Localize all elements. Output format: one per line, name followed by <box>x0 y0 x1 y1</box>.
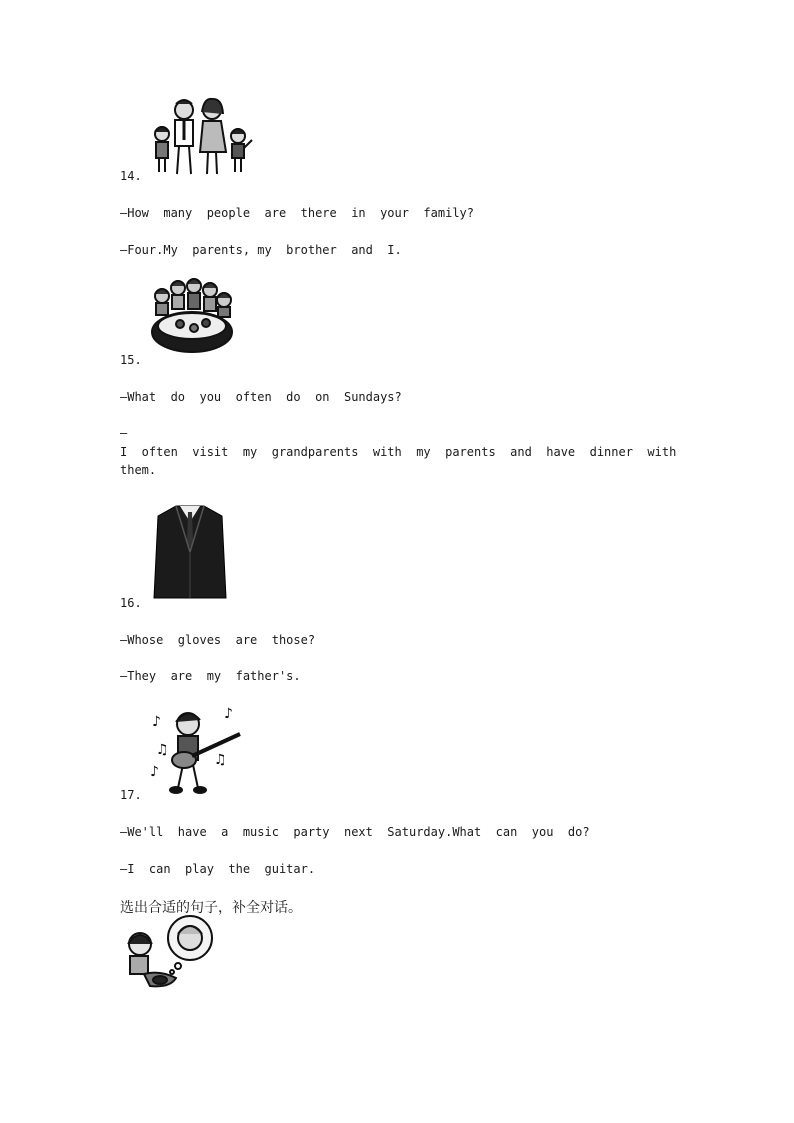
svg-text:♫: ♫ <box>214 752 227 768</box>
answer-line-continued: them. <box>120 463 157 477</box>
svg-text:♪: ♪ <box>152 714 161 730</box>
suit-jacket-icon <box>152 502 228 602</box>
question-line: —We'll have a music party next Saturday.What can you do? <box>120 825 590 839</box>
answer-line: —I can play the guitar. <box>120 862 316 876</box>
family-of-four-icon <box>148 96 256 178</box>
family-dinner-table-icon <box>150 278 234 356</box>
answer-line: I often visit my grandparents with my parents and have dinner with <box>120 445 677 459</box>
boy-playing-guitar-icon <box>148 704 244 800</box>
answer-line: —Four.My parents, my brother and I. <box>120 243 402 257</box>
item-number: 14. <box>120 169 142 183</box>
item-number: 15. <box>120 353 142 367</box>
answer-line: —They are my father's. <box>120 669 301 683</box>
svg-text:♪: ♪ <box>150 764 159 780</box>
section-instruction: 选出合适的句子，补全对话。 <box>120 900 302 916</box>
answer-dash: — <box>120 426 128 440</box>
item-number: 17. <box>120 788 142 802</box>
item-number: 16. <box>120 596 142 610</box>
svg-text:♫: ♫ <box>156 742 169 758</box>
question-line: —Whose gloves are those? <box>120 633 316 647</box>
question-line: —How many people are there in your family? <box>120 206 475 220</box>
question-line: —What do you often do on Sundays? <box>120 390 402 404</box>
svg-text:♪: ♪ <box>224 706 233 722</box>
girl-on-phone-with-grandma-icon <box>120 914 216 988</box>
